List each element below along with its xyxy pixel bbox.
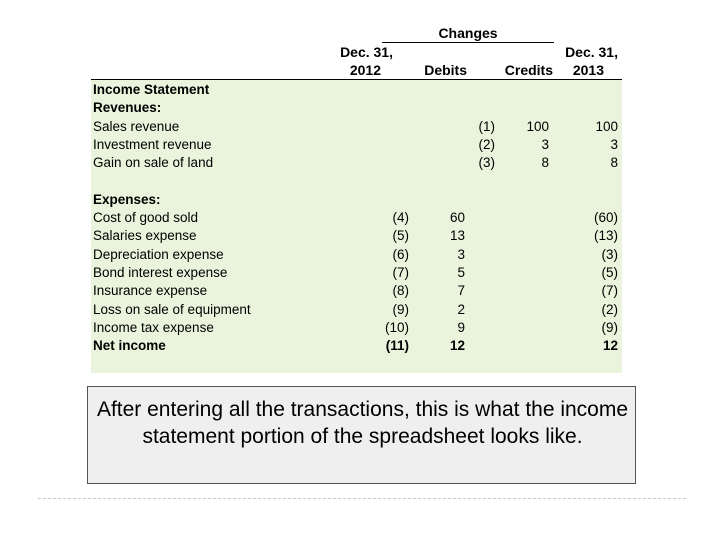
debit-value: 12 <box>449 338 465 354</box>
debit-ref: (10) <box>384 319 409 335</box>
debit-ref: (8) <box>392 283 409 299</box>
ending-balance: (13) <box>593 228 618 244</box>
table-row <box>91 319 622 337</box>
table-row <box>91 173 622 191</box>
row-label: Income tax expense <box>93 319 214 335</box>
debit-ref: (11) <box>385 338 409 354</box>
table-row <box>91 246 622 264</box>
row-label: Investment revenue <box>93 136 212 152</box>
caption-text: After entering all the transactions, this is what the income statement portion of the spreadsheet looks like. <box>96 398 629 448</box>
table-row <box>91 154 622 172</box>
debit-value: 2 <box>457 301 465 317</box>
ending-balance: (3) <box>601 246 618 262</box>
ending-balance: 12 <box>602 338 618 354</box>
debit-ref: (7) <box>392 265 409 280</box>
row-label: Gain on sale of land <box>93 155 214 171</box>
credit-ref: (3) <box>478 155 495 171</box>
debit-ref: (9) <box>392 301 409 317</box>
credit-value: 8 <box>541 155 549 171</box>
row-label: Bond interest expense <box>93 265 228 280</box>
debit-value: 5 <box>457 265 465 280</box>
row-label: Revenues: <box>93 100 162 116</box>
debit-ref: (6) <box>392 246 409 262</box>
header-start-line1: Dec. 31, <box>340 44 393 60</box>
table-header <box>91 23 622 79</box>
ending-balance: (9) <box>601 319 618 335</box>
ending-balance: 100 <box>595 118 618 134</box>
changes-underline <box>382 42 554 43</box>
table-row <box>91 81 622 99</box>
row-label: Insurance expense <box>93 283 208 299</box>
table-row <box>91 99 622 117</box>
row-label: Cost of good sold <box>93 210 199 226</box>
ending-balance: (5) <box>601 265 618 280</box>
debit-value: 13 <box>449 228 465 244</box>
table-row <box>91 301 622 319</box>
row-label: Sales revenue <box>93 118 180 134</box>
table-row <box>91 118 622 136</box>
credit-value: 100 <box>526 118 549 134</box>
dashed-divider <box>38 498 686 499</box>
table-row <box>91 136 622 154</box>
debit-value: 7 <box>457 283 465 299</box>
ending-balance: (7) <box>601 283 618 299</box>
row-label: Net income <box>93 338 166 354</box>
row-label: Income Statement <box>93 82 210 97</box>
debit-ref: (4) <box>392 210 409 226</box>
table-row <box>91 227 622 245</box>
table-row <box>91 264 622 282</box>
table-row <box>91 337 622 355</box>
row-label: Salaries expense <box>93 228 197 244</box>
row-label: Depreciation expense <box>93 246 224 262</box>
debit-value: 9 <box>457 319 465 335</box>
header-debits: Debits <box>424 62 467 78</box>
table-row <box>91 191 622 209</box>
header-divider <box>91 79 622 80</box>
debit-value: 3 <box>457 246 465 262</box>
credit-value: 3 <box>541 136 549 152</box>
table-row <box>91 282 622 300</box>
credit-ref: (2) <box>478 136 495 152</box>
ending-balance: (2) <box>601 301 618 317</box>
row-label: Loss on sale of equipment <box>93 301 251 317</box>
debit-value: 60 <box>449 210 465 226</box>
debit-ref: (5) <box>392 228 409 244</box>
spreadsheet-table <box>91 23 622 373</box>
header-end-line2: 2013 <box>572 62 604 78</box>
ending-balance: 8 <box>610 155 618 171</box>
table-row <box>91 209 622 227</box>
ending-balance: 3 <box>610 136 618 152</box>
header-credits: Credits <box>504 62 553 78</box>
header-end-line1: Dec. 31, <box>565 44 618 60</box>
ending-balance: (60) <box>593 210 618 226</box>
caption-box <box>87 386 636 484</box>
row-label: Expenses: <box>93 191 161 207</box>
header-start-line2: 2012 <box>349 62 381 78</box>
credit-ref: (1) <box>478 118 495 134</box>
header-changes: Changes <box>438 25 498 41</box>
